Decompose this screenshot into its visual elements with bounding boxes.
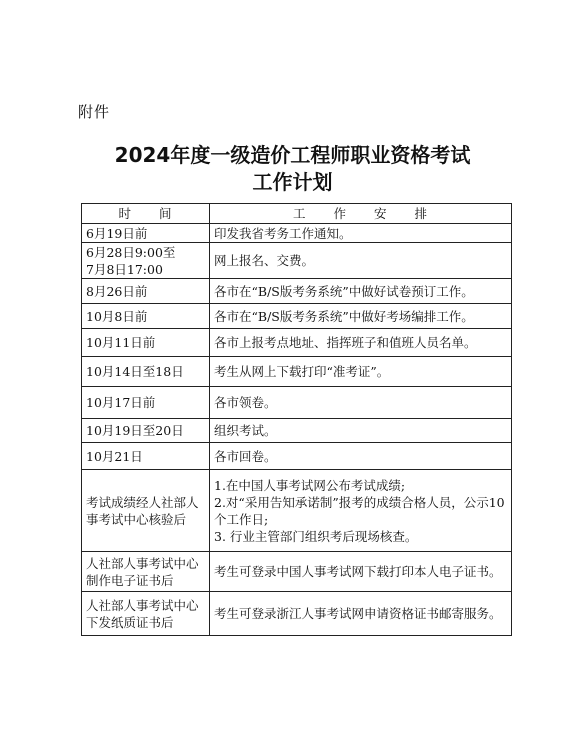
task-text: 各市回卷。 (214, 448, 277, 464)
time-text: 10月11日前 (86, 335, 156, 350)
task-text: 各市上报考点地址、指挥班子和值班人员名单。 (214, 335, 477, 350)
cell-time (82, 470, 210, 552)
table-row (82, 592, 512, 636)
table-row (82, 470, 512, 552)
cell-task (210, 419, 512, 443)
table-row (82, 304, 512, 329)
time-text: 7月8日17:00 (86, 261, 163, 277)
time-text: 考试成绩经人社部人事考试中心核验后 (86, 494, 199, 527)
time-text: 人社部人事考试中心下发纸质证书后 (86, 597, 199, 630)
cell-time (82, 279, 210, 304)
task-text: 3. 行业主管部门组织考后现场核查。 (214, 528, 418, 544)
cell-time (82, 224, 210, 243)
cell-task (210, 304, 512, 329)
table-row (82, 243, 512, 279)
time-text: 8月26日前 (86, 283, 148, 299)
task-text: 考生从网上下载打印“准考证”。 (214, 364, 390, 379)
cell-task (210, 592, 512, 636)
document-subtitle: 工作计划 (252, 170, 333, 194)
table-row (82, 279, 512, 304)
task-text: 2.对“采用告知承诺制”报考的成绩合格人员，公示10个工作日; (214, 494, 505, 527)
cell-time (82, 592, 210, 636)
table-row (82, 552, 512, 592)
document-title: 2024年度一级造价工程师职业资格考试 (114, 143, 471, 167)
table-row (82, 387, 512, 419)
task-text: 考生可登录浙江人事考试网申请资格证书邮寄服务。 (214, 606, 502, 621)
time-text: 10月21日 (86, 448, 143, 464)
cell-time (82, 552, 210, 592)
cell-time (82, 304, 210, 329)
table-row (82, 443, 512, 470)
task-text: 各市领卷。 (214, 395, 277, 410)
time-text: 10月17日前 (86, 395, 156, 410)
table-header-row (82, 204, 512, 224)
table-row (82, 419, 512, 443)
cell-task (210, 279, 512, 304)
cell-time (82, 243, 210, 279)
cell-task (210, 357, 512, 387)
table-row (82, 329, 512, 357)
time-text: 10月19日至20日 (86, 423, 184, 438)
cell-task (210, 443, 512, 470)
time-text: 10月8日前 (86, 308, 148, 324)
time-text: 人社部人事考试中心制作电子证书后 (86, 555, 199, 588)
cell-time (82, 443, 210, 470)
work-plan-table (81, 203, 512, 636)
task-text: 各市在“B/S版考务系统”中做好试卷预订工作。 (214, 283, 474, 299)
cell-task (210, 387, 512, 419)
time-text: 10月14日至18日 (86, 364, 184, 379)
time-text: 6月19日前 (86, 225, 148, 241)
cell-time (82, 419, 210, 443)
task-text: 1.在中国人事考试网公布考试成绩; (214, 477, 406, 493)
table-row (82, 357, 512, 387)
task-text: 各市在“B/S版考务系统”中做好考场编排工作。 (214, 308, 474, 324)
cell-task (210, 329, 512, 357)
task-text: 印发我省考务工作通知。 (214, 225, 352, 241)
cell-task (210, 552, 512, 592)
task-text: 考生可登录中国人事考试网下载打印本人电子证书。 (214, 564, 502, 579)
cell-time (82, 357, 210, 387)
attachment-label: 附件 (78, 103, 111, 121)
header-task: 工 作 安 排 (210, 204, 512, 224)
table-row (82, 224, 512, 243)
time-text: 6月28日9:00至 (86, 244, 176, 260)
task-text: 组织考试。 (214, 423, 277, 438)
cell-task (210, 224, 512, 243)
cell-task (210, 243, 512, 279)
header-time: 时 间 (82, 204, 210, 224)
cell-time (82, 387, 210, 419)
cell-task (210, 470, 512, 552)
cell-time (82, 329, 210, 357)
task-text: 网上报名、交费。 (214, 253, 315, 268)
